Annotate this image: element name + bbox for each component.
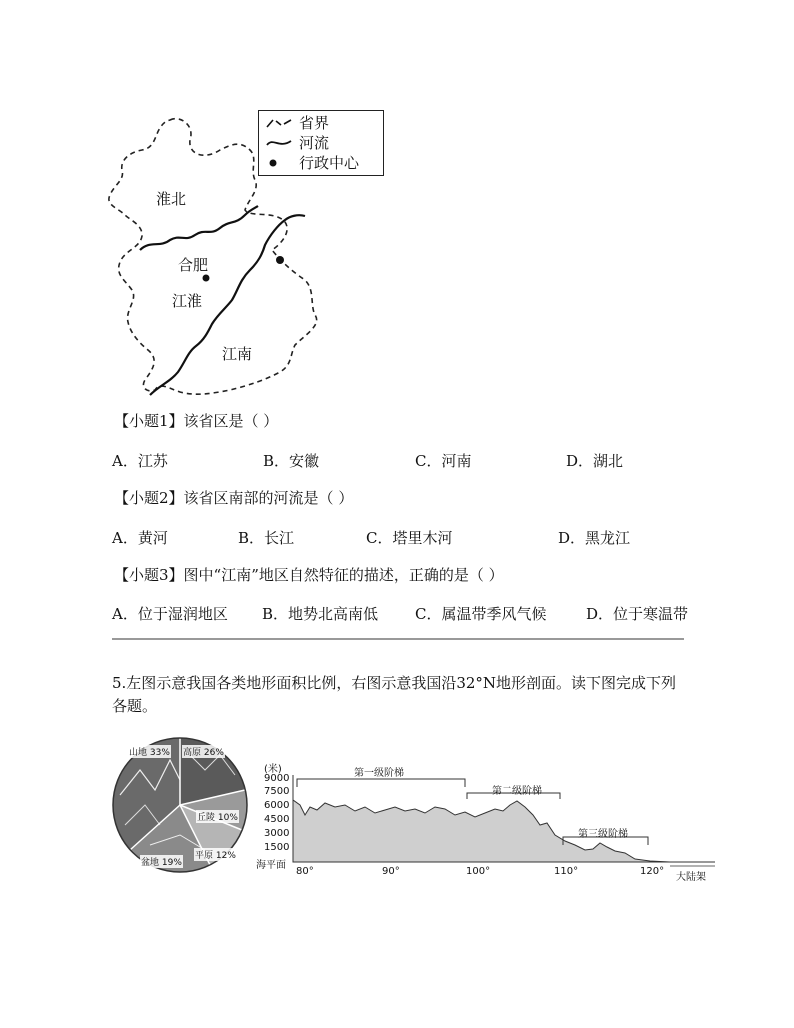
pie-label-mountain: 山地 33% <box>128 745 171 758</box>
pie-label-hill: 丘陵 10% <box>196 810 239 823</box>
city-label-hefei: 合肥 <box>178 256 209 274</box>
q3-option-c: C．属温带季风气候 <box>415 605 547 623</box>
region-label-north: 淮北 <box>156 190 187 208</box>
question-5-line-1: 5.左图示意我国各类地形面积比例，右图示意我国沿32°N地形剖面。读下图完成下列 <box>112 674 677 692</box>
terrain-profile <box>255 755 715 880</box>
legend-river-label: 河流 <box>299 134 330 152</box>
pie-label-plain: 平原 12% <box>194 848 237 861</box>
y-tick-9000: 9000 <box>264 773 290 784</box>
question-2-stem: 【小题2】该省区南部的河流是（ ） <box>114 489 354 507</box>
step-1-label: 第一级阶梯 <box>354 768 404 779</box>
q2-option-c: C．塔里木河 <box>366 529 453 547</box>
y-tick-3000: 3000 <box>264 828 290 839</box>
legend-boundary-label: 省界 <box>299 114 330 132</box>
q1-option-c: C．河南 <box>415 452 472 470</box>
pie-label-basin: 盆地 19% <box>140 855 183 868</box>
y-tick-1500: 1500 <box>264 842 290 853</box>
q3-option-d: D．位于寒温带 <box>586 605 689 623</box>
question-1-stem: 【小题1】该省区是（ ） <box>114 412 279 430</box>
y-tick-sea-level: 海平面 <box>256 860 286 871</box>
q1-option-b: B．安徽 <box>263 452 320 470</box>
step-3-label: 第三级阶梯 <box>578 829 628 840</box>
y-axis-unit: (米) <box>264 764 282 775</box>
step-1-bracket <box>297 779 465 787</box>
continental-shelf-label: 大陆架 <box>676 872 706 883</box>
x-tick-90: 90° <box>382 866 400 877</box>
q3-option-a: A．位于湿润地区 <box>112 605 228 623</box>
step-2-label: 第二级阶梯 <box>492 786 542 797</box>
q1-option-a: A．江苏 <box>112 452 168 470</box>
region-label-south: 江南 <box>222 345 253 363</box>
y-tick-7500: 7500 <box>264 786 290 797</box>
huai-river <box>140 206 258 250</box>
q3-option-b: B．地势北高南低 <box>262 605 379 623</box>
legend-row-river <box>265 133 377 153</box>
x-tick-100: 100° <box>466 866 491 877</box>
hefei-dot <box>203 275 210 282</box>
boundary-line-icon <box>265 117 293 129</box>
map-legend <box>258 110 384 176</box>
legend-row-boundary <box>265 113 377 133</box>
river-line-icon <box>265 137 293 149</box>
center-dot-icon <box>265 157 293 169</box>
y-tick-4500: 4500 <box>264 814 290 825</box>
region-label-middle: 江淮 <box>172 292 203 310</box>
section-divider <box>112 638 684 640</box>
legend-center-label: 行政中心 <box>299 154 360 172</box>
x-tick-120: 120° <box>640 866 665 877</box>
legend-row-center <box>265 153 377 173</box>
x-tick-110: 110° <box>554 866 579 877</box>
center-dot <box>276 256 284 264</box>
q1-option-d: D．湖北 <box>566 452 624 470</box>
q2-option-b: B．长江 <box>238 529 295 547</box>
question-5-line-2: 各题。 <box>112 697 158 715</box>
pie-label-plateau: 高原 26% <box>182 745 225 758</box>
question-3-stem: 【小题3】图中“江南”地区自然特征的描述，正确的是（ ） <box>114 566 504 584</box>
x-tick-80: 80° <box>296 866 314 877</box>
q2-option-a: A．黄河 <box>112 529 168 547</box>
q2-option-d: D．黑龙江 <box>558 529 631 547</box>
y-tick-6000: 6000 <box>264 800 290 811</box>
